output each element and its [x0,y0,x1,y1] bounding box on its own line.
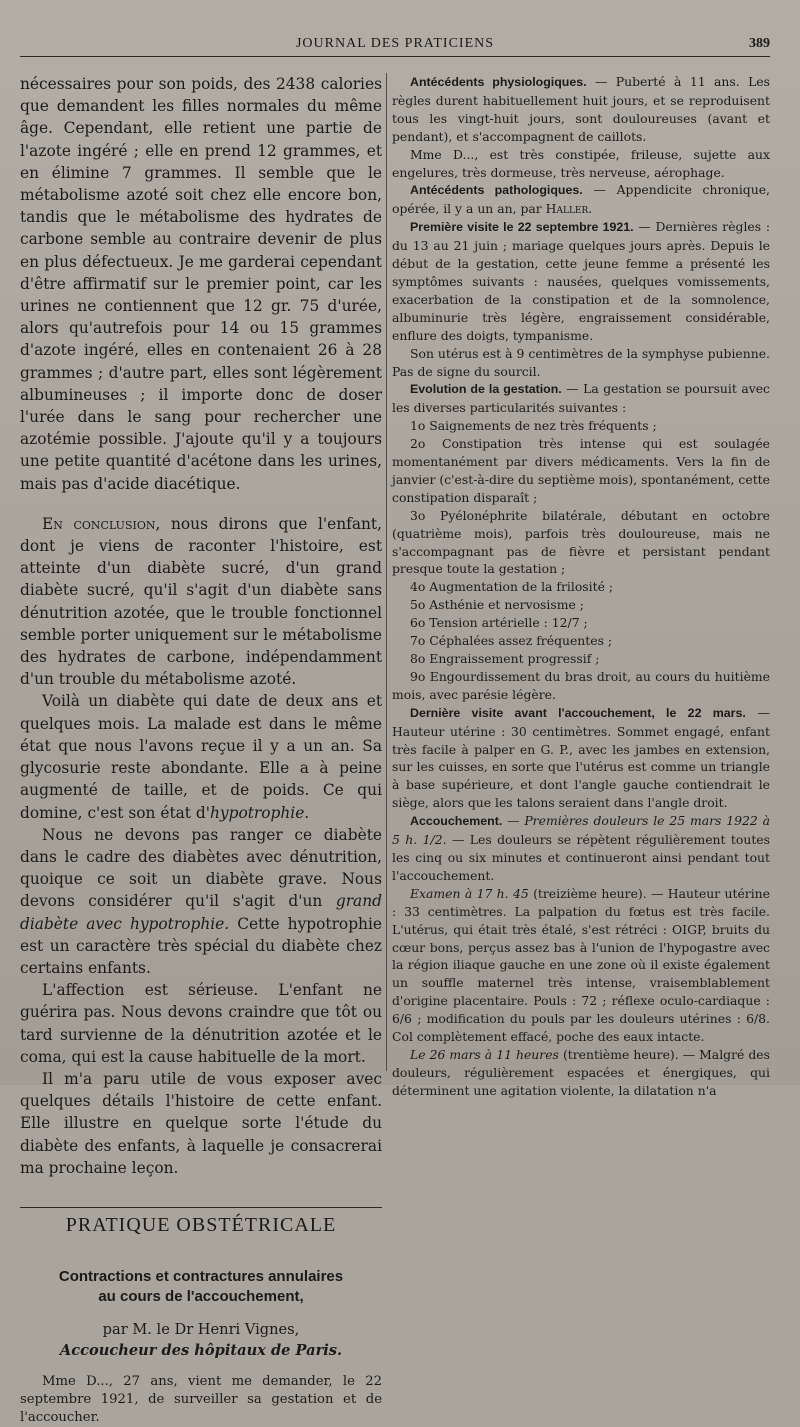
march-26-emphasis: Le 26 mars à 11 heures [410,1046,559,1062]
paragraph-closing: Il m'a paru utile de vous exposer avec quelques détails l'histoire de cette enfant. Elle illustre en quelque sorte l'étude du diabète des enfants, à laquelle je consacrerai ma prochaine leçon. [20,1069,382,1177]
evolution-text: — La gestation se poursuit avec les diverses particularités suivantes : [392,381,770,416]
paragraph-first-visit [392,218,770,344]
heading-last-visit: Dernière visite avant l'accouchement, le 22 mars. [410,705,746,720]
right-column [392,73,771,1098]
column-divider [386,73,387,1071]
section-title: PRATIQUE OBSTÉTRICALE [20,1207,382,1237]
running-header [20,34,770,57]
list-item: 7o Céphalées assez fréquentes ; [410,633,613,649]
paragraph-last-visit [392,704,770,812]
list-item: 2o Constipation très intense qui est soulagée momentanément par divers médicaments. Vers la fin de janvier (c'est-à-dire du septième mois), spontanément, cette constipation disparaît ; [392,436,770,505]
list-item: 4o Augmentation de la frilosité ; [410,579,614,595]
hypotrophie-emphasis: hypotrophie. [209,803,310,822]
author-line: par M. le Dr Henri Vignes, [102,1320,300,1338]
case-intro: Mme D..., 27 ans, vient me demander, le 22 septembre 1921, de surveiller sa gestation et de l'accoucher. [20,1373,382,1425]
delivery-text: — Les douleurs se répètent régulièrement toutes les cinq ou six minutes et continueront ainsi pendant tout l'accouchement. [392,832,771,883]
list-item: 9o Engourdissement du bras droit, au cours du huitième mois, avec parésie légère. [392,668,770,702]
article-title-line-2: au cours de l'accouchement, [98,1287,304,1305]
page-number: 389 [749,36,770,51]
heading-first-visit: Première visite le 22 septembre 1921. [410,220,634,235]
first-visit-text: — Dernières règles : du 13 au 21 juin ; mariage quelques jours après. Depuis le début de la gestation, cette jeune femme a présenté les symptômes suivants : nausées, quelques vomissements, exacerbation de la constipation et de la somnolence, albuminurie très légère, engraissement considérable, enflure des doigts, tympanisme. [392,219,771,343]
list-item: 8o Engraissement progressif ; [410,651,600,666]
delivery-emphasis: — Premières douleurs le 25 mars 1922 à 5 h. 1/2. [392,813,770,848]
list-item: 3o Pyélonéphrite bilatérale, débutant en octobre (quatrième mois), parfois très douloureuse, mais ne s'accompagnant pas de fièvre et persistant pendant presque toute la gestation ; [392,507,770,577]
heading-delivery: Accouchement. [410,814,503,829]
text-columns [20,73,771,1425]
paragraph-uterus: Son utérus est à 9 centimètres de la symphyse pubienne. Pas de signe du sourcil. [392,345,770,379]
article-title-line-1: Contractions et contractures annulaires [58,1267,344,1285]
conclusion-text: nous dirons que l'enfant, dont je viens de raconter l'histoire, est atteinte d'un diabète sucré, d'un grand diabète sucré, qu'il s'agit d'un diabète sans dénutrition azotée, que le trouble fonctionnel semble porter uniquement sur le métabolisme des hydrates de carbone, indépendamment d'un trouble du métabolisme azoté. [20,514,382,689]
paragraph-conclusion [20,513,382,691]
paragraph-constipation: Mme D..., est très constipée, frileuse, sujette aux engelures, très dormeuse, très nerveuse, aérophage. [392,146,770,180]
journal-title: JOURNAL DES PRATICIENS [295,36,495,51]
exam-emphasis: Examen à 17 h. 45 [410,885,529,901]
pathological-text: — Appendicite chronique, opérée, il y a un an, par [392,182,770,217]
classification-text-b: Cette hypotrophie est un caractère très spécial du diabète chez certains enfants. [20,914,382,977]
last-visit-text: — Hauteur utérine : 30 centimètres. Sommet engagé, enfant très facile à palper en G. P., avec les jambes en extension, sur les cuisses, en sorte que l'utérus est comme un triangle à base supérieure, et dont l'angle gauche contiendrait le siège, alors que les talons seraient dans l'angle droit. [392,704,770,811]
classification-text-a: Nous ne devons pas ranger ce diabète dans le cadre des diabètes avec dénutrition, quoique ce soit un diabète grave. Nous devons considérer qu'il s'agit d'un [20,825,382,911]
surgeon-name: Haller. [545,201,593,217]
paragraph-pathological [392,181,770,218]
paragraph-evolution [392,380,770,417]
physiological-text: — Puberté à 11 ans. Les règles durent habituellement huit jours, et se reproduisent tous les vingt-huit jours, sont douloureuses (avant et pendant), et s'accompagnent de caillots. [392,74,770,144]
byline [20,1319,382,1361]
classification-emphasis: grand diabète avec hypotrophie. [20,892,382,933]
exam-text: (treizième heure). — Hauteur utérine : 33 centimètres. La palpation du fœtus est très facile. L'utérus, qui était très étalé, s'est rétréci : OIGP, bruits du cœur bons, perçus assez bas à l'union de l'hypogastre avec la région iliaque gauche en une zone où il existe également un souffle maternel très intense, vraisemblablement d'origine placentaire. Pouls : 72 ; réflexe oculo-cardiaque : 6/6 ; modification du pouls par les douleurs utérines : 6/8. Col complètement effacé, poche des eaux intacte. [392,885,770,1045]
list-item: 6o Tension artérielle : 12/7 ; [410,615,588,631]
paragraph-physiological [392,73,770,146]
paragraph-classification [20,824,382,979]
march-26-text: (trentième heure). — Malgré des douleurs, régulièrement espacées et énergiques, qui déterminent une agitation violente, la dilatation n'a [392,1046,770,1098]
conclusion-lead: En conclusion, [42,514,161,533]
list-item: 5o Asthénie et nervosisme ; [410,597,584,613]
author-affiliation: Accoucheur des hôpitaux de Paris. [59,1341,343,1359]
heading-pathological: Antécédents pathologiques. [410,183,583,198]
paragraph-metabolism: nécessaires pour son poids, des 2438 calories que demandent les filles normales du même âge. Cependant, elle retient une partie de l'azote ingéré ; elle en prend 12 grammes, et en élimine 7 grammes. Il semble que le métabolisme azoté soit chez elle encore bon, tandis que le métabolisme des hydrates de carbone semble au contraire devenir de plus en plus défectueux. Je me garderai cependant d'être affirmatif sur le premier point, car les urines ne contiennent que 12 gr. 75 d'urée, alors qu'autrefois pour 14 ou 15 grammes d'azote ingéré, elles en contenaient 26 à 28 grammes ; d'autre part, elles sont légèrement albumineuses ; il importe donc de doser l'urée dans le sang pour rechercher une azotémie possible. J'ajoute qu'il y a toujours une petite quantité d'acétone dans les urines, mais pas d'acide diacétique. [20,75,382,493]
heading-physiological: Antécédents physiologiques. [410,75,587,89]
hypotrophie-text: Voilà un diabète qui date de deux ans et quelques mois. La malade est dans le même état que nous l'avons reçue il y a un an. Sa glycosurie reste abondante. Elle a à peine augmenté de taille, et de poids. Ce qui domine, c'est son état d' [20,692,382,822]
list-item: 1o Saignements de nez très fréquents ; [410,418,657,434]
left-column [20,73,382,1425]
heading-evolution: Evolution de la gestation. [410,382,562,397]
paragraph-march-26 [392,1046,770,1100]
paragraph-delivery [392,812,770,885]
paragraph-prognosis: L'affection est sérieuse. L'enfant ne guérira pas. Nous devons craindre que tôt ou tard survienne de la dénutrition azotée et le coma, qui est la cause habituelle de la mort. [20,981,382,1066]
paragraph-hypotrophie [20,690,382,823]
paragraph-exam [392,885,770,1046]
article-title [20,1267,382,1307]
